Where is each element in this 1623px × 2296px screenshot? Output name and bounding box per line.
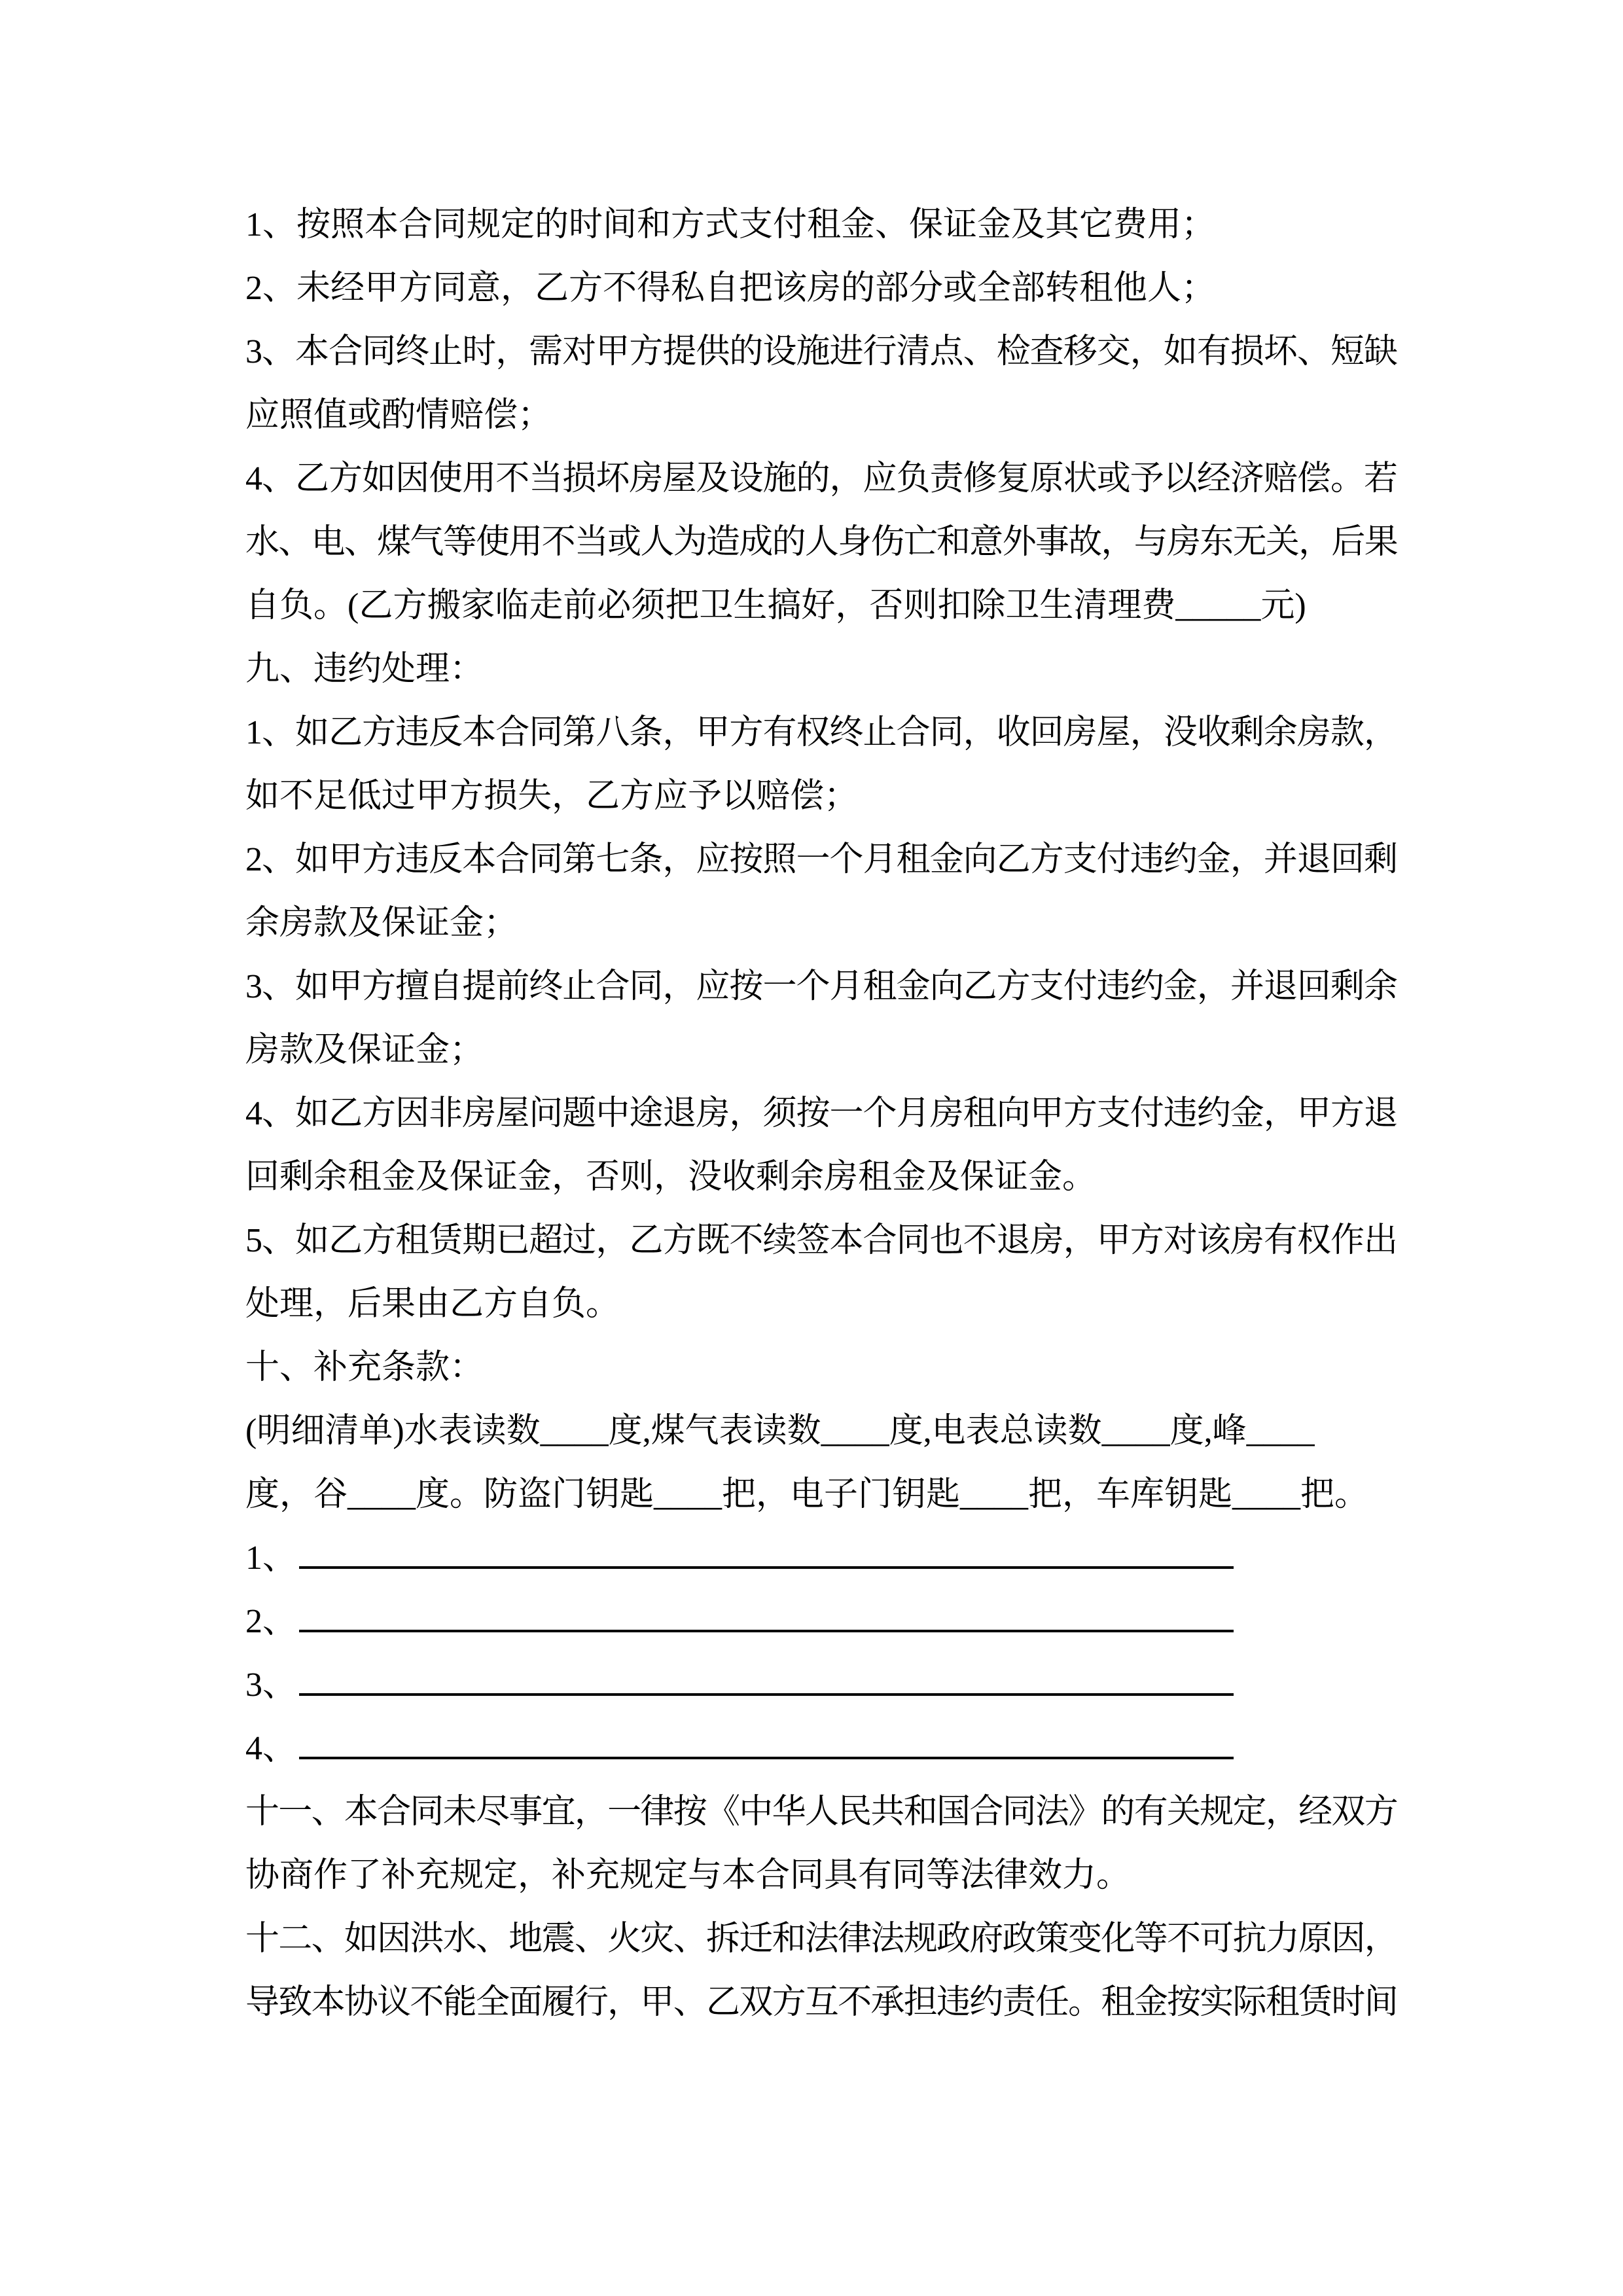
contract-blank-line — [245, 1653, 1397, 1717]
blank-line-number: 3、 — [245, 1666, 297, 1704]
contract-line: 处理，后果由乙方自负。 — [245, 1285, 620, 1323]
contract-line: 5、如乙方租赁期已超过，乙方既不续签本合同也不退房，甲方对该房有权作出 — [245, 1222, 1398, 1259]
contract-line: 十一、本合同未尽事宜，一律按《中华人民共和国合同法》的有关规定，经双方 — [245, 1793, 1398, 1831]
fill-in-rule — [299, 1728, 1234, 1759]
contract-line: (明细清单)水表读数____度,煤气表读数____度,电表总读数____度,峰____ — [245, 1412, 1315, 1450]
contract-line: 导致本协议不能全面履行，甲、乙双方互不承担违约责任。租金按实际租赁时间 — [245, 1984, 1398, 2021]
blank-line-number: 1、 — [245, 1539, 297, 1577]
contract-line: 4、乙方如因使用不当损坏房屋及设施的，应负责修复原状或予以经济赔偿。若 — [245, 460, 1398, 497]
contract-line: 1、如乙方违反本合同第八条，甲方有权终止合同，收回房屋，没收剩余房款， — [245, 714, 1398, 751]
contract-line: 4、如乙方因非房屋问题中途退房，须按一个月房租向甲方支付违约金，甲方退 — [245, 1095, 1398, 1132]
contract-line: 十、补充条款： — [245, 1349, 484, 1386]
contract-line: 房款及保证金； — [245, 1031, 484, 1069]
contract-line: 十二、如因洪水、地震、火灾、拆迁和法律法规政府政策变化等不可抗力原因， — [245, 1920, 1398, 1958]
contract-line: 九、违约处理： — [245, 651, 484, 688]
fill-in-rule — [299, 1537, 1234, 1569]
contract-blank-line — [245, 1590, 1397, 1653]
contract-line: 2、如甲方违反本合同第七条，应按照一个月租金向乙方支付违约金，并退回剩 — [245, 841, 1398, 878]
fill-in-rule — [299, 1664, 1234, 1696]
contract-line: 3、如甲方擅自提前终止合同，应按一个月租金向乙方支付违约金，并退回剩余 — [245, 968, 1398, 1005]
blank-line-number: 4、 — [245, 1730, 297, 1767]
contract-blank-line — [245, 1526, 1397, 1590]
contract-line: 2、未经甲方同意，乙方不得私自把该房的部分或全部转租他人； — [245, 270, 1216, 307]
contract-line: 自负。(乙方搬家临走前必须把卫生搞好，否则扣除卫生清理费_____元) — [245, 587, 1306, 624]
contract-line: 水、电、煤气等使用不当或人为造成的人身伤亡和意外事故，与房东无关，后果 — [245, 524, 1398, 561]
contract-line: 3、本合同终止时，需对甲方提供的设施进行清点、检查移交，如有损坏、短缺 — [245, 333, 1398, 370]
contract-line: 应照值或酌情赔偿； — [245, 397, 552, 434]
contract-line: 1、按照本合同规定的时间和方式支付租金、保证金及其它费用； — [245, 206, 1216, 243]
blank-line-number: 2、 — [245, 1603, 297, 1640]
contract-line: 余房款及保证金； — [245, 905, 518, 942]
contract-line: 回剩余租金及保证金，否则，没收剩余房租金及保证金。 — [245, 1158, 1097, 1196]
contract-line: 如不足低过甲方损失，乙方应予以赔偿； — [245, 778, 859, 815]
contract-blank-line — [245, 1717, 1397, 1780]
fill-in-rule — [299, 1601, 1234, 1632]
contract-line: 度，谷____度。防盗门钥匙____把，电子门钥匙____把，车库钥匙____把。 — [245, 1476, 1369, 1513]
contract-body — [245, 193, 1397, 2034]
contract-line: 协商作了补充规定，补充规定与本合同具有同等法律效力。 — [245, 1857, 1131, 1894]
